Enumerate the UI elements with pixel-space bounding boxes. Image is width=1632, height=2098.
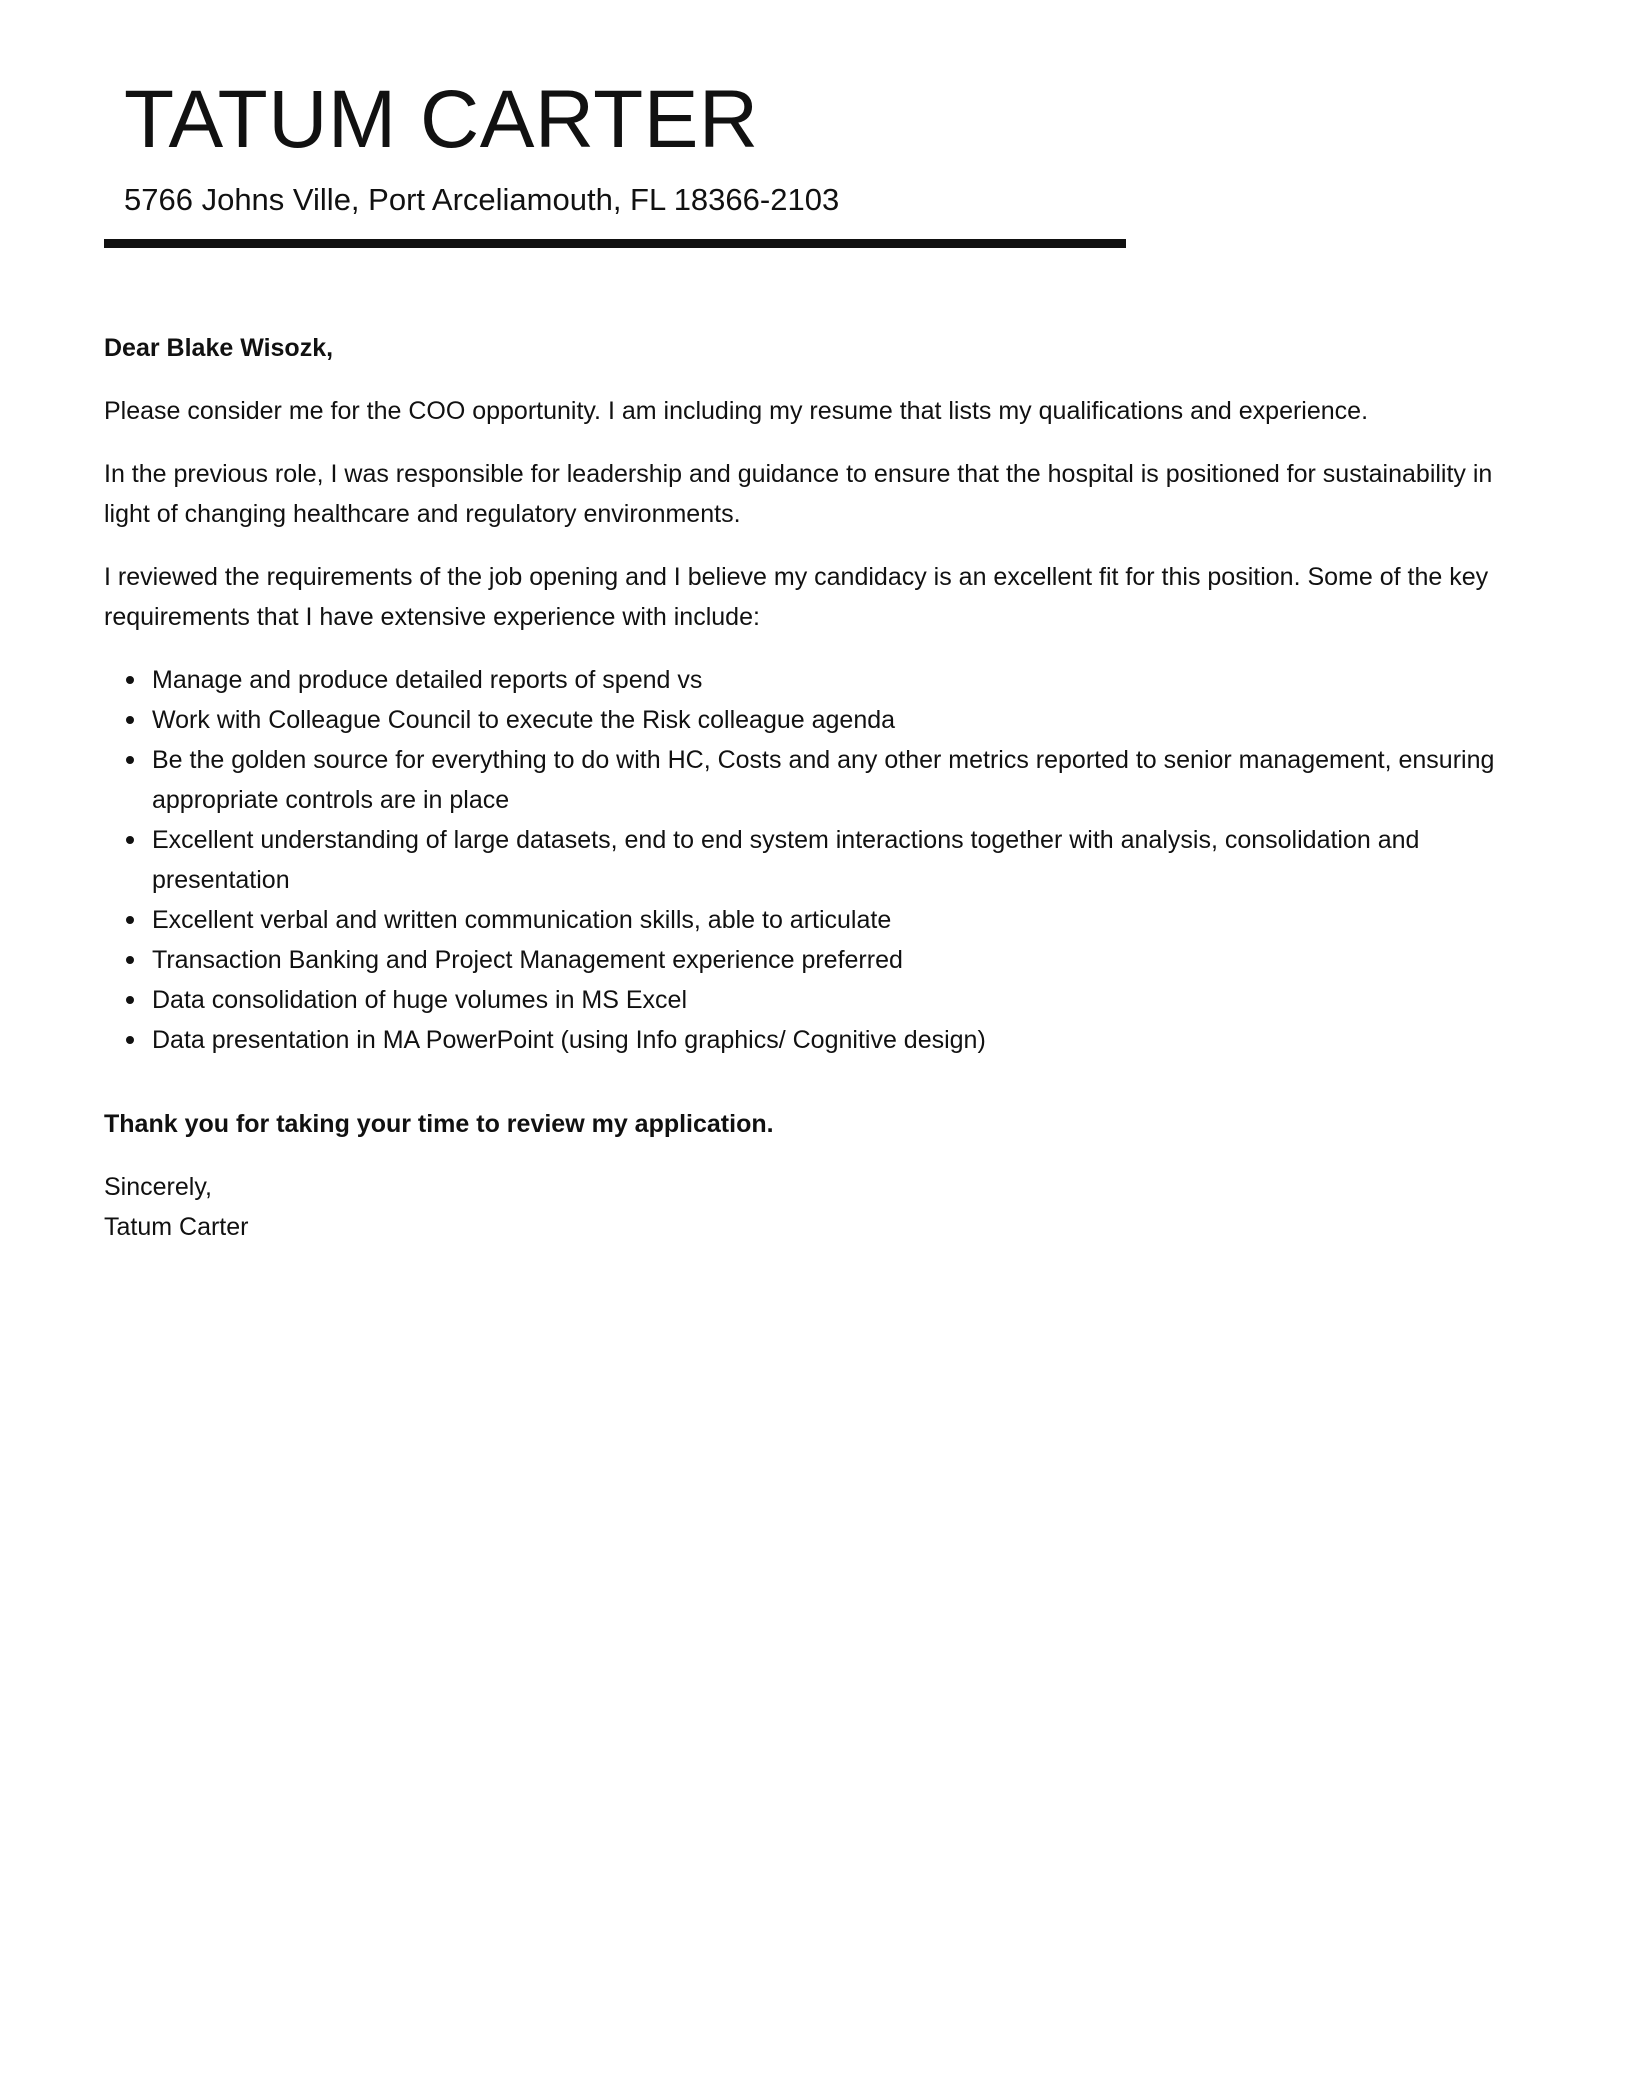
list-item xyxy=(152,900,1524,940)
closing-line: Thank you for taking your time to review my application. xyxy=(104,1110,774,1138)
bullet-icon xyxy=(126,756,134,764)
list-item xyxy=(152,740,1524,820)
signoff: Sincerely, xyxy=(104,1173,212,1201)
list-item xyxy=(152,1020,1524,1060)
list-item-text: Excellent verbal and written communication skills, able to articulate xyxy=(152,906,892,934)
list-item-text: Transaction Banking and Project Management experience preferred xyxy=(152,946,903,974)
sender-name: TATUM CARTER xyxy=(124,74,759,165)
list-item-text: Data consolidation of huge volumes in MS Excel xyxy=(152,986,688,1014)
bullet-icon xyxy=(126,916,134,924)
list-item-text: Manage and produce detailed reports of spend vs xyxy=(152,666,703,694)
list-item xyxy=(152,700,1524,740)
bullet-icon xyxy=(126,956,134,964)
bullet-icon xyxy=(126,1036,134,1044)
letter-header xyxy=(124,72,1224,220)
bullet-icon xyxy=(126,716,134,724)
list-item-text: Excellent understanding of large datasets, end to end system interactions together with analysis, consolidation and presentation xyxy=(152,826,1420,894)
salutation: Dear Blake Wisozk, xyxy=(104,334,334,362)
paragraph-requirements-intro: I reviewed the requirements of the job opening and I believe my candidacy is an excellent fit for this position. Some of the key requirements that I have extensive experience with include: xyxy=(104,563,1489,631)
bullet-icon xyxy=(126,676,134,684)
bullet-icon xyxy=(126,996,134,1004)
requirements-list xyxy=(104,660,1524,1060)
header-divider xyxy=(104,239,1126,248)
paragraph-previous-role: In the previous role, I was responsible for leadership and guidance to ensure that the hospital is positioned for sustainability in light of changing healthcare and regulatory environments. xyxy=(104,460,1493,528)
signature-name: Tatum Carter xyxy=(104,1213,249,1241)
paragraph-intro: Please consider me for the COO opportunity. I am including my resume that lists my qualifications and experience. xyxy=(104,397,1369,425)
list-item-text: Work with Colleague Council to execute the Risk colleague agenda xyxy=(152,706,896,734)
list-item xyxy=(152,940,1524,980)
sender-address: 5766 Johns Ville, Port Arceliamouth, FL 18366-2103 xyxy=(124,182,840,217)
list-item xyxy=(152,820,1524,900)
list-item xyxy=(152,660,1524,700)
list-item-text: Data presentation in MA PowerPoint (using Info graphics/ Cognitive design) xyxy=(152,1026,986,1054)
list-item-text: Be the golden source for everything to do with HC, Costs and any other metrics reported to senior management, ensuring appropriate controls are in place xyxy=(152,746,1495,814)
bullet-icon xyxy=(126,836,134,844)
letter-body xyxy=(104,328,1524,1247)
list-item xyxy=(152,980,1524,1020)
